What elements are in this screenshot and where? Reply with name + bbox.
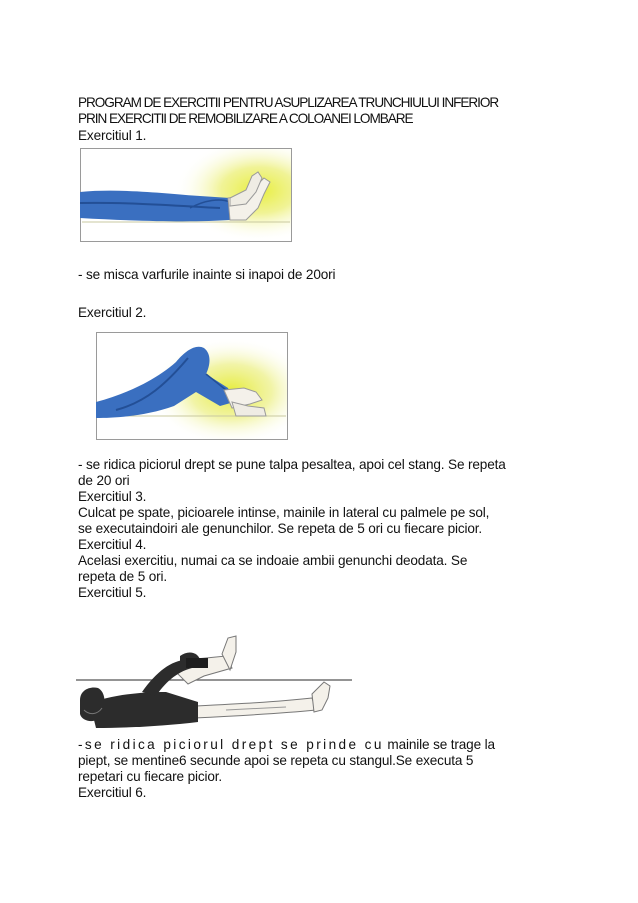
exercise-5-text-line-1 [78, 737, 495, 753]
exercise-2-text-line-2: de 20 ori [78, 473, 130, 488]
exercise-5-text-line-3: repetari cu fiecare picior. [78, 769, 223, 784]
exercise-1-illustration [80, 148, 292, 242]
exercise-6-heading: Exercitiul 6. [78, 785, 147, 800]
exercise-5-spaced-text: -se ridica piciorul drept se prinde cu [78, 737, 384, 752]
exercise-2-heading: Exercitiul 2. [78, 305, 147, 320]
exercise-2-text-line-1: - se ridica piciorul drept se pune talpa pesaltea, apoi cel stang. Se repeta [78, 457, 506, 472]
exercise-1-text: - se misca varfurile inainte si inapoi de 20ori [78, 267, 336, 282]
exercise-4-heading: Exercitiul 4. [78, 537, 147, 552]
exercise-3-text-line-1: Culcat pe spate, picioarele intinse, mainile in lateral cu palmele pe sol, [78, 505, 490, 520]
exercise-5-illustration [76, 632, 352, 732]
exercise-4-text-line-2: repeta de 5 ori. [78, 569, 168, 584]
exercise-3-heading: Exercitiul 3. [78, 489, 147, 504]
exercise-5-text-line-2: piept, se mentine6 secunde apoi se repeta cu stangul.Se executa 5 [78, 753, 474, 768]
exercise-5-text-rest: mainile se trage la [387, 737, 495, 752]
exercise-1-heading: Exercitiul 1. [78, 128, 147, 143]
document-title-line-2: PRIN EXERCITII DE REMOBILIZARE A COLOANEI LOMBARE [78, 111, 413, 126]
exercise-3-text-line-2: se executaindoiri ale genunchilor. Se repeta de 5 ori cu fiecare picior. [78, 521, 483, 536]
exercise-5-heading: Exercitiul 5. [78, 585, 147, 600]
exercise-4-text-line-1: Acelasi exercitiu, numai ca se indoaie ambii genunchi deodata. Se [78, 553, 468, 568]
document-title-line-1: PROGRAM DE EXERCITII PENTRU ASUPLIZAREA TRUNCHIULUI INFERIOR [78, 95, 499, 110]
exercise-2-illustration [96, 332, 288, 440]
